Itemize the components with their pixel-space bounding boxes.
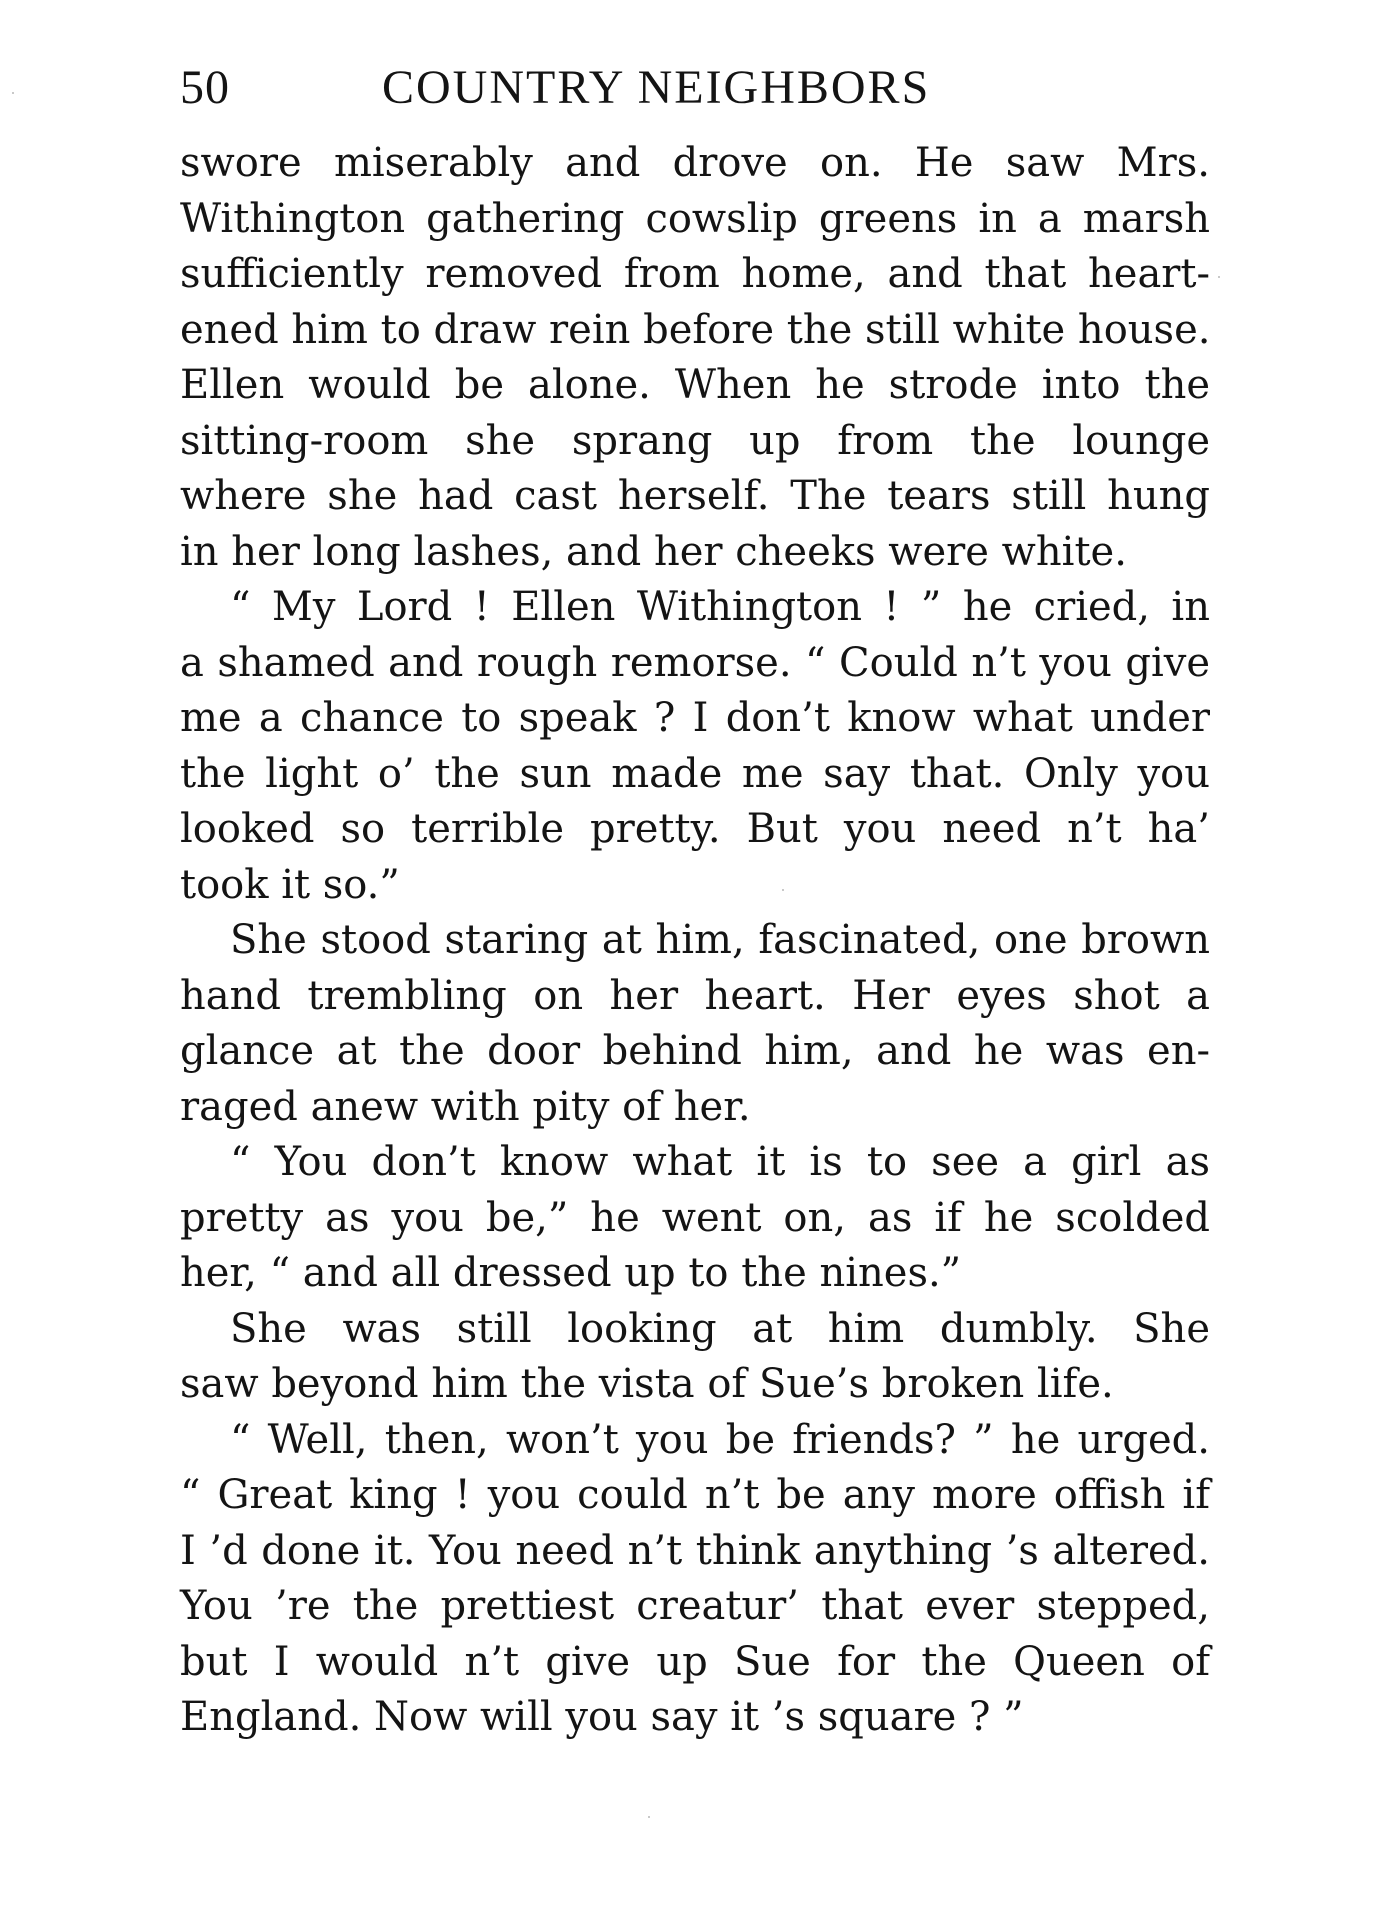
text-line: “ My Lord ! Ellen Withington ! ” he cried, in [230, 584, 1210, 630]
text-line: raged anew with pity of her. [180, 1083, 751, 1130]
text-line: England. Now will you say it ’s square ? ” [180, 1694, 1024, 1740]
text-line: the light o’ the sun made me say that. Only you [180, 750, 1210, 797]
paragraph-3 [180, 913, 1210, 1135]
text-line: Ellen would be alone. When he strode into the [180, 362, 1210, 408]
text-line: She was still looking at him dumbly. She [230, 1305, 1210, 1352]
paragraph-2 [180, 580, 1210, 913]
text-line: pretty as you be,” he went on, as if he scolded [180, 1194, 1210, 1241]
text-line: Withington gathering cowslip greens in a marsh [180, 195, 1210, 242]
running-head [180, 58, 1210, 118]
page-number: 50 [180, 61, 230, 114]
text-line: hand trembling on her heart. Her eyes shot a [180, 972, 1210, 1019]
scan-speck [648, 1816, 650, 1818]
text-line: me a chance to speak ? I don’t know what under [180, 695, 1210, 741]
text-line: where she had cast herself. The tears still hung [180, 473, 1210, 519]
text-line: in her long lashes, and her cheeks were white. [180, 528, 1127, 575]
text-line: but I would n’t give up Sue for the Queen of [180, 1638, 1210, 1685]
text-line: a shamed and rough remorse. “ Could n’t you give [180, 639, 1210, 686]
scan-speck [782, 889, 784, 891]
text-line: glance at the door behind him, and he was en- [180, 1028, 1210, 1074]
scan-speck [12, 92, 14, 94]
text-line: You ’re the prettiest creatur’ that ever stepped, [180, 1583, 1210, 1629]
text-line: She stood staring at him, fascinated, one brown [230, 917, 1210, 963]
text-line: “ Great king ! you could n’t be any more offish if [180, 1472, 1210, 1518]
text-line: saw beyond him the vista of Sue’s broken life. [180, 1361, 1114, 1407]
paragraph-4 [180, 1135, 1210, 1302]
text-line: looked so terrible pretty. But you need n’t ha’ [180, 806, 1210, 852]
text-line: sitting-room she sprang up from the lounge [180, 417, 1210, 464]
text-line: “ You don’t know what it is to see a girl as [230, 1139, 1210, 1185]
text-line: her, “ and all dressed up to the nines.” [180, 1250, 962, 1296]
scan-speck [1218, 276, 1220, 278]
text-line: “ Well, then, won’t you be friends? ” he urged. [230, 1416, 1210, 1463]
paragraph-6 [180, 1413, 1210, 1746]
text-line: swore miserably and drove on. He saw Mrs. [180, 140, 1210, 186]
paragraph-5 [180, 1302, 1210, 1413]
body-text [180, 136, 1210, 1746]
text-line: took it so.” [180, 861, 400, 908]
text-line: ened him to draw rein before the still white house. [180, 306, 1211, 353]
running-title: COUNTRY NEIGHBORS [382, 61, 931, 114]
text-line: I ’d done it. You need n’t think anything ’s altered. [180, 1527, 1210, 1574]
text-line: sufficiently removed from home, and that heart- [180, 251, 1210, 297]
paragraph-1 [180, 136, 1210, 580]
